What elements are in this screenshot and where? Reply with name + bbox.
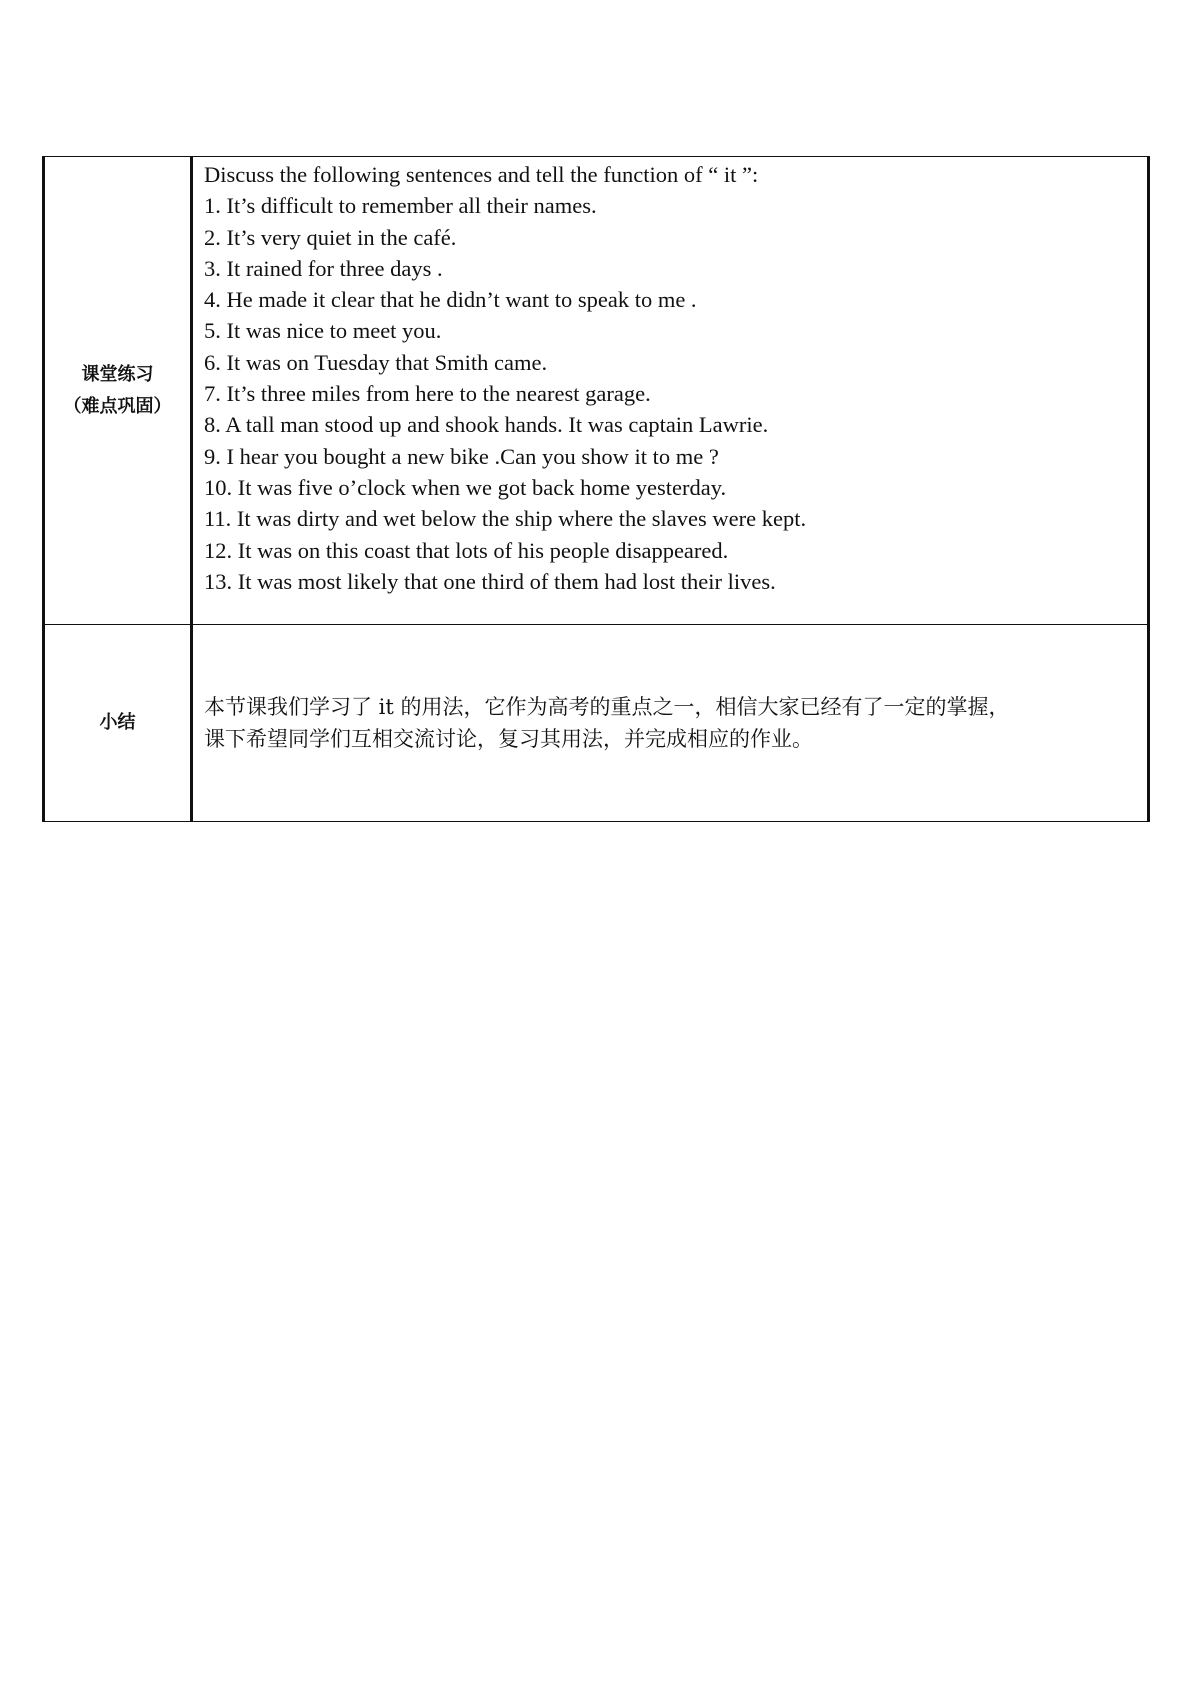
practice-content-cell xyxy=(192,157,1149,625)
practice-sentence-4: 4. He made it clear that he didn’t want to speak to me . xyxy=(204,287,697,313)
practice-sentence-1: 1. It’s difficult to remember all their names. xyxy=(204,193,597,219)
summary-text-line-1: 本节课我们学习了 it 的用法，它作为高考的重点之一，相信大家已经有了一定的掌握， xyxy=(204,695,1010,719)
summary-text-line-2: 课下希望同学们互相交流讨论，复习其用法，并完成相应的作业。 xyxy=(204,727,813,751)
summary-label-cell xyxy=(44,625,192,822)
lesson-table xyxy=(42,156,1150,822)
practice-sentence-12: 12. It was on this coast that lots of his people disappeared. xyxy=(204,537,729,563)
summary-row xyxy=(44,625,1149,822)
practice-sentence-13: 13. It was most likely that one third of them had lost their lives. xyxy=(204,568,776,594)
summary-content-cell xyxy=(192,625,1149,822)
practice-row xyxy=(44,157,1149,625)
practice-label-subtitle: （难点巩固） xyxy=(63,395,172,417)
practice-sentence-5: 5. It was nice to meet you. xyxy=(204,318,442,344)
practice-sentence-11: 11. It was dirty and wet below the ship where the slaves were kept. xyxy=(204,506,807,532)
summary-label: 小结 xyxy=(99,712,136,733)
practice-instruction: Discuss the following sentences and tell the function of “ it ”: xyxy=(204,162,759,187)
practice-label-cell xyxy=(44,157,192,625)
practice-sentence-10: 10. It was five o’clock when we got back home yesterday. xyxy=(204,474,727,500)
practice-sentence-7: 7. It’s three miles from here to the nearest garage. xyxy=(204,381,651,407)
practice-sentence-2: 2. It’s very quiet in the café. xyxy=(204,224,457,250)
practice-sentence-9: 9. I hear you bought a new bike .Can you show it to me ? xyxy=(204,443,719,469)
practice-label-title: 课堂练习 xyxy=(81,363,154,385)
practice-sentence-6: 6. It was on Tuesday that Smith came. xyxy=(204,349,548,375)
practice-sentence-3: 3. It rained for three days . xyxy=(204,255,443,281)
practice-sentence-8: 8. A tall man stood up and shook hands. It was captain Lawrie. xyxy=(204,412,769,438)
